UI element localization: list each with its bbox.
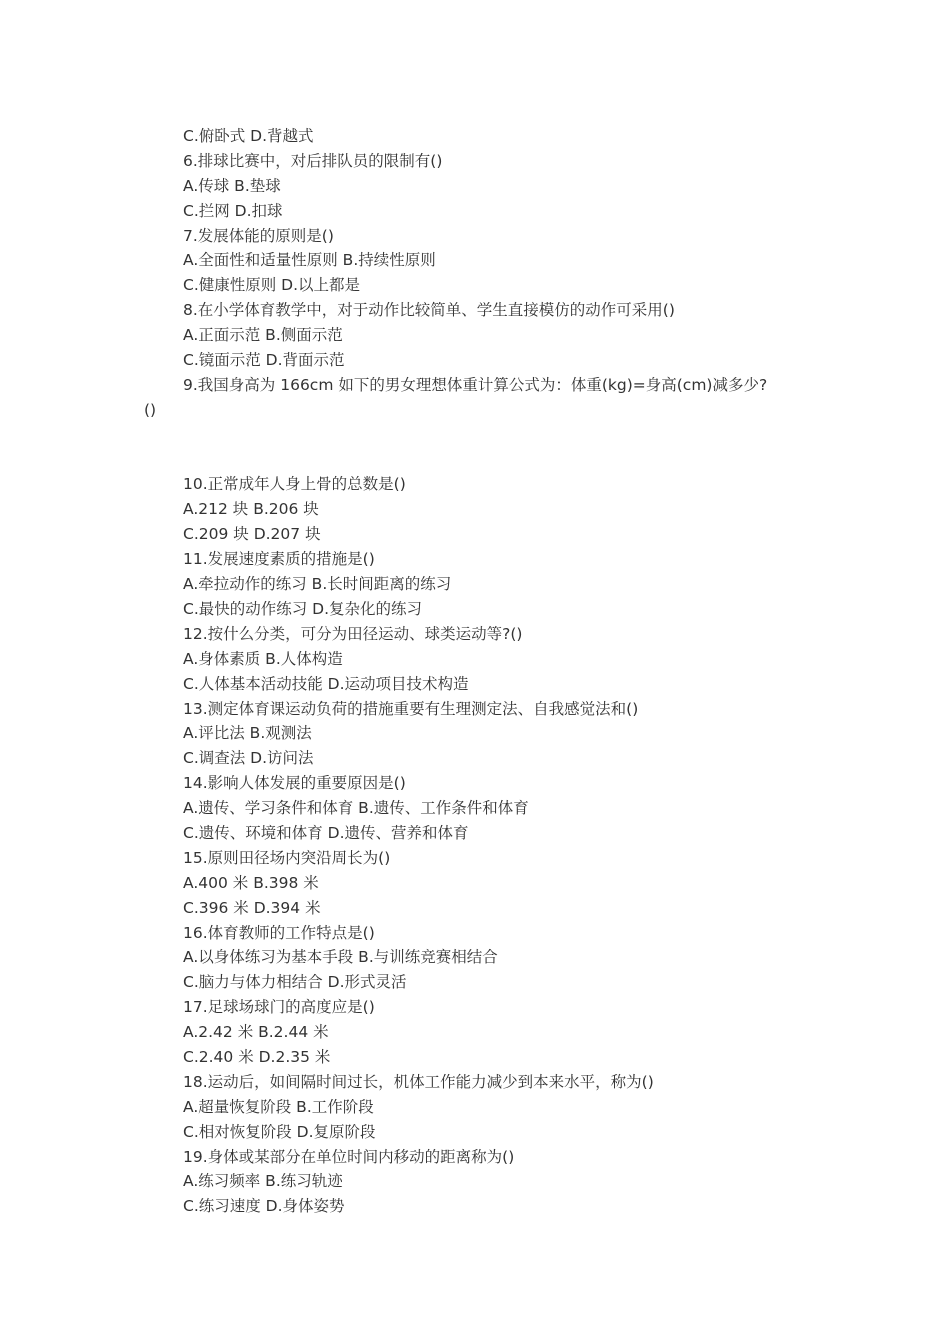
answer-options-q14-ab: A.遗传、学习条件和体育 B.遗传、工作条件和体育 xyxy=(183,799,529,818)
answer-options-q15-cd: C.396 米 D.394 米 xyxy=(183,898,321,917)
answer-options-q6-ab: A.传球 B.垫球 xyxy=(183,176,281,195)
answer-options-q14-cd: C.遗传、环境和体育 D.遗传、营养和体育 xyxy=(183,823,469,842)
answer-options-q7-ab: A.全面性和适量性原则 B.持续性原则 xyxy=(183,251,436,270)
answer-options-q11-ab: A.牵拉动作的练习 B.长时间距离的练习 xyxy=(183,575,452,594)
question-11: 11.发展速度素质的措施是() xyxy=(183,550,375,569)
question-10: 10.正常成年人身上骨的总数是() xyxy=(183,475,406,494)
answer-options-q19-cd: C.练习速度 D.身体姿势 xyxy=(183,1197,345,1216)
answer-options-q16-cd: C.脑力与体力相结合 D.形式灵活 xyxy=(183,973,407,992)
answer-options-q6-cd: C.拦网 D.扣球 xyxy=(183,201,283,220)
answer-options-q18-ab: A.超量恢复阶段 B.工作阶段 xyxy=(183,1097,374,1116)
answer-options-q15-ab: A.400 米 B.398 米 xyxy=(183,873,319,892)
question-9: 9.我国身高为 166cm 如下的男女理想体重计算公式为：体重(kg)=身高(cm)减多少? xyxy=(183,375,768,394)
blank-space xyxy=(144,423,824,473)
question-15: 15.原则田径场内突沿周长为() xyxy=(183,848,391,867)
question-14: 14.影响人体发展的重要原因是() xyxy=(183,774,406,793)
answer-options-q5-cd: C.俯卧式 D.背越式 xyxy=(183,127,314,145)
question-19: 19.身体或某部分在单位时间内移动的距离称为() xyxy=(183,1147,515,1166)
answer-options-q8-cd: C.镜面示范 D.背面示范 xyxy=(183,351,345,370)
answer-options-q19-ab: A.练习频率 B.练习轨迹 xyxy=(183,1172,343,1191)
answer-options-q12-ab: A.身体素质 B.人体构造 xyxy=(183,649,343,668)
answer-options-q18-cd: C.相对恢复阶段 D.复原阶段 xyxy=(183,1122,376,1141)
answer-options-q13-ab: A.评比法 B.观测法 xyxy=(183,724,312,743)
answer-options-q13-cd: C.调查法 D.访问法 xyxy=(183,749,314,768)
question-13: 13.测定体育课运动负荷的措施重要有生理测定法、自我感觉法和() xyxy=(183,699,639,718)
answer-options-q11-cd: C.最快的动作练习 D.复杂化的练习 xyxy=(183,599,423,618)
answer-options-q16-ab: A.以身体练习为基本手段 B.与训练竞赛相结合 xyxy=(183,948,498,967)
answer-options-q17-ab: A.2.42 米 B.2.44 米 xyxy=(183,1023,329,1042)
question-6: 6.排球比赛中，对后排队员的限制有() xyxy=(183,151,443,170)
question-9-continuation: () xyxy=(144,400,157,419)
answer-options-q10-ab: A.212 块 B.206 块 xyxy=(183,500,319,519)
question-18: 18.运动后，如间隔时间过长，机体工作能力减少到本来水平，称为() xyxy=(183,1072,654,1091)
question-8: 8.在小学体育教学中，对于动作比较简单、学生直接模仿的动作可采用() xyxy=(183,301,675,320)
answer-options-q8-ab: A.正面示范 B.侧面示范 xyxy=(183,326,343,345)
answer-options-q17-cd: C.2.40 米 D.2.35 米 xyxy=(183,1047,331,1066)
question-17: 17.足球场球门的高度应是() xyxy=(183,998,375,1017)
answer-options-q10-cd: C.209 块 D.207 块 xyxy=(183,525,321,544)
answer-options-q12-cd: C.人体基本活动技能 D.运动项目技术构造 xyxy=(183,674,469,693)
question-16: 16.体育教师的工作特点是() xyxy=(183,923,375,942)
question-7: 7.发展体能的原则是() xyxy=(183,226,334,245)
question-12: 12.按什么分类，可分为田径运动、球类运动等?() xyxy=(183,624,523,643)
answer-options-q7-cd: C.健康性原则 D.以上都是 xyxy=(183,276,361,295)
document-body xyxy=(144,124,824,1219)
